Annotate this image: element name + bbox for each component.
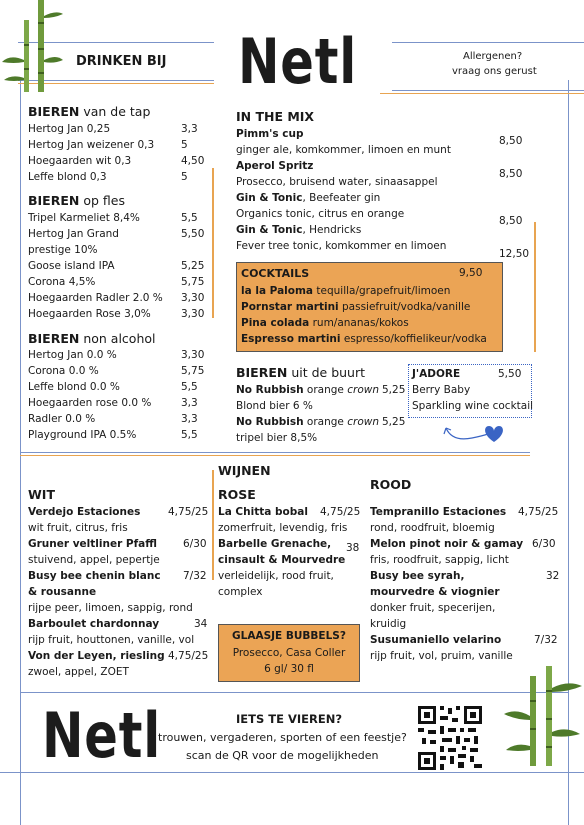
wine-desc: rond, roodfruit, bloemig <box>370 522 495 534</box>
list-buurt <box>236 382 408 446</box>
mix-name: Aperol Spritz <box>236 160 314 172</box>
wine-desc: rijpe peer, limoen, sappig, rond <box>28 602 193 614</box>
wine-desc: rijp fruit, houttonen, vanille, vol <box>28 634 195 646</box>
footer-line1: trouwen, vergaderen, sporten of een feestje? <box>158 731 407 744</box>
list-item: Hertog Jan Grand 5,50 <box>28 228 205 240</box>
list-item: Leffe blond 0,3 5 <box>28 171 188 183</box>
cocktail-item: Espresso martini espresso/koffielikeur/vodka <box>241 333 487 345</box>
section-title-rest: van de tap <box>83 104 151 119</box>
list-bieren-nonalc <box>28 347 218 443</box>
list-item: Tripel Karmeliet 8,4% 5,5 <box>28 212 198 224</box>
bamboo-icon <box>0 0 64 92</box>
wine-desc: zwoel, appel, ZOET <box>28 666 129 678</box>
mix-name: Gin & Tonic, Beefeater gin <box>236 192 381 204</box>
list-mix <box>236 126 526 254</box>
wine-name: Tempranillo Estaciones 4,75/25 <box>370 506 559 518</box>
list-item: Hoegaarden Rose 3,0% 3,30 <box>28 308 205 320</box>
list-item: Hertog Jan 0,25 3,3 <box>28 123 198 135</box>
list-bieren-tap <box>28 121 218 185</box>
list-item: Hoegaarden Radler 2.0 % 3,30 <box>28 292 205 304</box>
section-buurt-title <box>236 364 365 381</box>
mix-name: Pimm's cup <box>236 128 304 140</box>
wine-desc: fris, roodfruit, sappig, licht <box>370 554 509 566</box>
jadore-line2: Sparkling wine cocktail <box>412 400 534 412</box>
list-item: Hoegaarden wit 0,3 4,50 <box>28 155 205 167</box>
accent-bar-mix <box>534 222 536 352</box>
mix-name: Gin & Tonic, Hendricks <box>236 224 362 236</box>
wine-name: mourvedre & viognier <box>370 586 500 598</box>
middle-divider-line <box>20 452 530 453</box>
cocktails-title: COCKTAILS <box>241 267 310 280</box>
list-item: prestige 10% <box>28 244 98 256</box>
cocktail-item: Pornstar martini passiefruit/vodka/vanille <box>241 301 471 313</box>
cocktail-item: la la Paloma tequilla/grapefruit/limoen <box>241 285 451 297</box>
footer-bottom-line <box>0 772 584 773</box>
wine-name: Von der Leyen, riesling 4,75/25 <box>28 650 209 662</box>
list-item: Goose island IPA 5,25 <box>28 260 205 272</box>
list-item: Playground IPA 0.5% 5,5 <box>28 429 198 441</box>
page-title: DRINKEN BIJ <box>76 54 167 69</box>
wine-name: cinsault & Mourvedre <box>218 554 346 566</box>
footer-title: IETS TE VIEREN? <box>236 712 343 726</box>
wine-desc: stuivend, appel, pepertje <box>28 554 160 566</box>
wine-desc: donker fruit, specerijen, <box>370 602 496 614</box>
section-title-rest: non alcohol <box>83 331 156 346</box>
cocktails-price: 9,50 <box>459 267 483 279</box>
heart-icon <box>442 420 504 446</box>
wine-desc: verleidelijk, rood fruit, <box>218 570 334 582</box>
wine-name: Barboulet chardonnay 34 <box>28 618 208 630</box>
mix-desc: Fever tree tonic, komkommer en limoen <box>236 240 447 252</box>
logo: Netl <box>238 25 358 98</box>
list-item: Radler 0.0 % 3,3 <box>28 413 198 425</box>
section-title-bold: BIEREN <box>28 193 80 208</box>
bubbels-line2: 6 gl/ 30 fl <box>264 663 314 675</box>
list-item: Leffe blond 0.0 % 5,5 <box>28 381 198 393</box>
list-item: Corona 0.0 % 5,75 <box>28 365 205 377</box>
wine-name: Gruner veltliner Pfaffl 6/30 <box>28 538 207 550</box>
section-title-bold: BIEREN <box>236 365 288 380</box>
header-underline-right <box>392 90 584 91</box>
section-title-bold: BIEREN <box>28 104 80 119</box>
section-bieren-fles-title <box>28 192 125 209</box>
section-title-bold: BIEREN <box>28 331 80 346</box>
mix-price: 8,50 <box>499 168 523 180</box>
top-line-right <box>392 42 584 43</box>
cocktail-item: Pina colada rum/ananas/kokos <box>241 317 409 329</box>
list-item: No Rubbish orange crown 5,25 <box>236 384 406 396</box>
wit-title: WIT <box>28 487 55 502</box>
footer-logo: Netl <box>42 699 162 772</box>
jadore-box <box>408 364 532 418</box>
list-desc: tripel bier 8,5% <box>236 432 318 444</box>
section-bieren-tap-title <box>28 103 150 120</box>
mix-desc: Organics tonic, citrus en orange <box>236 208 405 220</box>
section-mix-title: IN THE MIX <box>236 109 315 124</box>
wine-desc: kruidig <box>370 618 407 630</box>
list-rood <box>370 504 562 664</box>
list-item: Hertog Jan weizener 0,3 5 <box>28 139 188 151</box>
jadore-price: 5,50 <box>498 368 522 380</box>
list-item: Hertog Jan 0.0 % 3,30 <box>28 349 205 361</box>
list-item: Corona 4,5% 5,75 <box>28 276 205 288</box>
list-rose <box>218 504 364 600</box>
list-desc: Blond bier 6 % <box>236 400 313 412</box>
section-title-rest: uit de buurt <box>291 365 366 380</box>
wine-name: Melon pinot noir & gamay 6/30 <box>370 538 556 550</box>
cocktails-box <box>236 262 503 352</box>
section-title-rest: op fles <box>83 193 125 208</box>
mix-price: 12,50 <box>499 248 530 260</box>
list-bieren-fles <box>28 210 218 322</box>
mix-desc: Prosecco, bruisend water, sinaasappel <box>236 176 438 188</box>
mix-desc: ginger ale, komkommer, limoen en munt <box>236 144 451 156</box>
wijnen-title: WIJNEN <box>218 463 271 478</box>
wine-name: & rousanne <box>28 586 97 598</box>
wine-name: Susumaniello velarino 7/32 <box>370 634 558 646</box>
jadore-line1: Berry Baby <box>412 384 471 396</box>
wine-desc: rijp fruit, vol, pruim, vanille <box>370 650 513 662</box>
bubbels-title: GLAASJE BUBBELS? <box>232 630 346 642</box>
qr-code-icon <box>418 706 482 770</box>
bubbels-box <box>218 624 360 682</box>
bamboo-icon <box>502 666 584 766</box>
wine-desc: wit fruit, citrus, fris <box>28 522 128 534</box>
section-bieren-nonalc-title <box>28 330 156 347</box>
rood-title: ROOD <box>370 477 412 492</box>
wine-name: Busy bee chenin blanc 7/32 <box>28 570 207 582</box>
middle-divider-orange <box>20 455 530 456</box>
footer-top-line <box>20 692 568 693</box>
rose-title: ROSE <box>218 487 256 502</box>
wine-desc: zomerfruit, levendig, fris <box>218 522 348 534</box>
header-underline-right-orange <box>380 93 584 94</box>
wine-name: Verdejo Estaciones 4,75/25 <box>28 506 209 518</box>
wine-name: Busy bee syrah, 32 <box>370 570 560 582</box>
allergen-note-2: vraag ons gerust <box>452 66 537 77</box>
footer-line2: scan de QR voor de mogelijkheden <box>186 749 379 762</box>
wine-name: Barbelle Grenache, 38 <box>218 538 360 554</box>
mix-price: 8,50 <box>499 135 523 147</box>
list-item: No Rubbish orange crown 5,25 <box>236 416 406 428</box>
list-item: Hoegaarden rose 0.0 % 3,3 <box>28 397 198 409</box>
allergen-note-1: Allergenen? <box>463 51 523 62</box>
wine-name: La Chitta bobal 4,75/25 <box>218 506 361 518</box>
bubbels-line1: Prosecco, Casa Coller <box>232 647 346 659</box>
wine-desc: complex <box>218 586 263 598</box>
list-wit <box>28 504 214 680</box>
jadore-title: J'ADORE <box>412 368 461 380</box>
mix-price: 8,50 <box>499 215 523 227</box>
